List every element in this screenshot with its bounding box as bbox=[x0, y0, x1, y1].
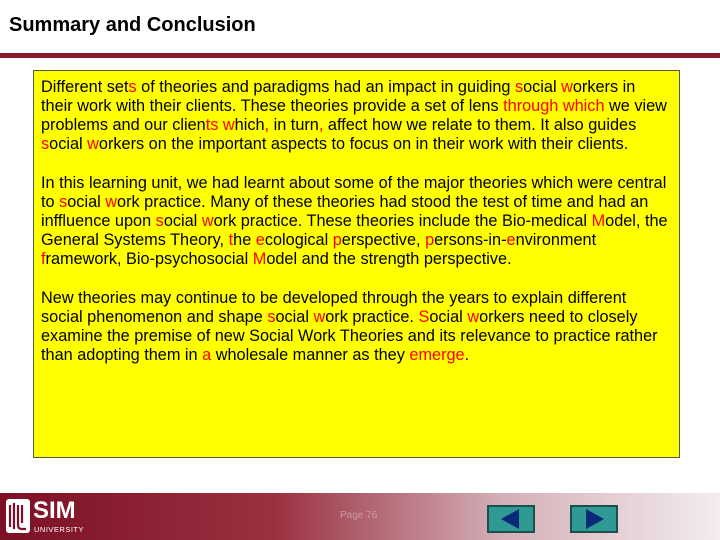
highlighted-text: M bbox=[591, 212, 606, 230]
logo-subtitle: UNIVERSITY bbox=[34, 525, 85, 534]
highlighted-text: s bbox=[155, 212, 164, 230]
highlighted-text: w bbox=[201, 212, 214, 230]
highlighted-text: s bbox=[128, 78, 137, 96]
logo-wordmark: SIM bbox=[33, 497, 76, 524]
highlighted-text: , bbox=[318, 116, 324, 134]
page-number: Page 76 bbox=[340, 510, 378, 521]
highlighted-text: M bbox=[252, 250, 267, 268]
footer-bar bbox=[0, 493, 720, 540]
highlighted-text: s bbox=[59, 193, 68, 211]
highlighted-text: w bbox=[313, 308, 326, 326]
highlighted-text: s bbox=[41, 135, 50, 153]
triangle-left-icon bbox=[489, 507, 533, 531]
paragraph-new-theories: New theories may continue to be developed through the years to explain different social phenomenon and shape social work practice. Social workers need to closely examine the premise of new Social Work Theories and its relevance to practice rather than adopting them in a wholesale manner as they emerge. bbox=[41, 289, 658, 364]
highlighted-text: t bbox=[228, 231, 234, 249]
highlighted-text: e bbox=[255, 231, 265, 249]
title-divider bbox=[0, 53, 720, 58]
summary-content-box bbox=[33, 70, 680, 458]
highlighted-text: f bbox=[41, 250, 46, 268]
sim-emblem-icon bbox=[6, 499, 30, 533]
highlighted-text: S bbox=[418, 308, 430, 326]
highlighted-text: p bbox=[425, 231, 435, 249]
highlighted-text: , bbox=[264, 116, 270, 134]
highlighted-text: s bbox=[267, 308, 276, 326]
slide-title: Summary and Conclusion bbox=[9, 14, 256, 36]
highlighted-text: through which bbox=[503, 97, 605, 115]
highlighted-text: e bbox=[506, 231, 516, 249]
paragraph-theories-impact: Different sets of theories and paradigms had an impact in guiding social workers in their work with their clients. These theories provide a set of lens through which we view problems and our clients which, in turn, affect how we relate to them. It also guides social workers on the important aspects to focus on in their work with their clients. bbox=[41, 78, 667, 153]
next-slide-button[interactable] bbox=[570, 505, 618, 533]
triangle-right-icon bbox=[572, 507, 616, 531]
highlighted-text: w bbox=[467, 308, 480, 326]
highlighted-text: w bbox=[105, 193, 118, 211]
sim-university-logo bbox=[6, 497, 84, 537]
highlighted-text: a bbox=[202, 346, 212, 364]
highlighted-text: ts w bbox=[205, 116, 235, 134]
paragraph-learning-unit: In this learning unit, we had learnt about some of the major theories which were central to social work practice. Many of these theories had stood the test of time and had an inffluence upon social work practice. These theories include the Bio-medical Model, the General Systems Theory, the ecological perspective, persons-in-environment framework, Bio-psychosocial Model and the strength perspective. bbox=[41, 174, 668, 268]
previous-slide-button[interactable] bbox=[487, 505, 535, 533]
highlighted-text: s bbox=[514, 78, 524, 96]
highlighted-text: p bbox=[332, 231, 342, 249]
highlighted-text: w bbox=[561, 78, 573, 96]
highlighted-text: emerge bbox=[409, 346, 465, 364]
highlighted-text: w bbox=[87, 135, 99, 153]
